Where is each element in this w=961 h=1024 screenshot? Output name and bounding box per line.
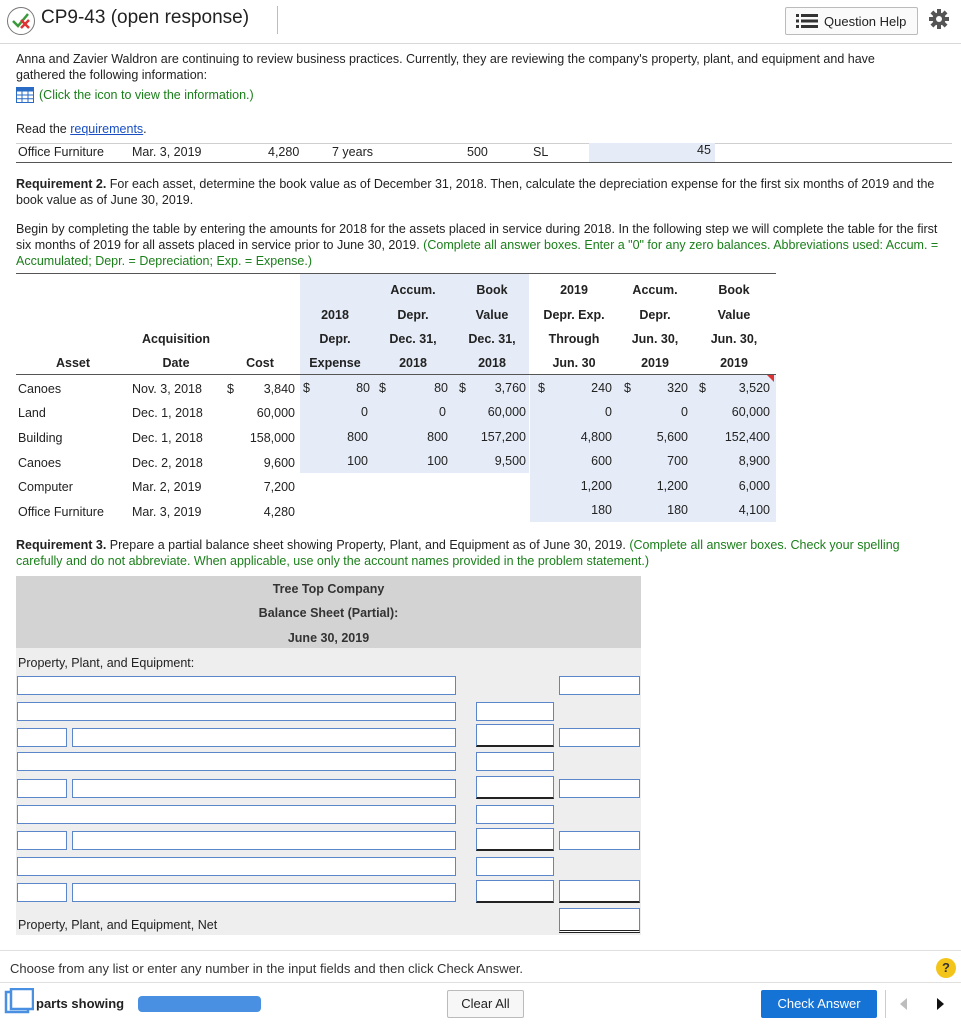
hdr-ad19-4: 2019 (641, 356, 669, 370)
bs-subamount-input[interactable] (476, 880, 554, 903)
footer-divider (0, 950, 961, 951)
row1-de19: 0 (605, 405, 612, 419)
hdr-ad18-2: Depr. (397, 308, 429, 322)
hdr-asset: Asset (55, 356, 91, 370)
parts-showing-label: parts showing (36, 996, 125, 1011)
hdr-cost: Cost (246, 356, 274, 370)
row0-ad18: 80 (434, 381, 448, 395)
bs-company: Tree Top Company (272, 582, 385, 596)
list-icon (796, 14, 818, 28)
row3-date: Dec. 2, 2018 (132, 456, 203, 470)
hdr-bv19-3: Jun. 30, (710, 332, 758, 346)
bs-net-label: Property, Plant, and Equipment, Net (18, 918, 218, 932)
table-icon[interactable] (16, 87, 34, 103)
row2-date: Dec. 1, 2018 (132, 431, 203, 445)
row0-exp18: 80 (356, 381, 370, 395)
hdr-ad18-3: Dec. 31, (389, 332, 437, 346)
strip-method: SL (533, 145, 549, 159)
row0-ad19: 320 (667, 381, 688, 395)
row3-bv19: 8,900 (738, 454, 770, 468)
bs-account-input[interactable] (72, 883, 456, 902)
row2-asset: Building (18, 431, 63, 445)
hdr-ad18-1: Accum. (390, 283, 436, 297)
bs-account-input[interactable] (72, 728, 456, 747)
bs-account-input[interactable] (17, 702, 456, 721)
parts-progress-bar (138, 996, 261, 1012)
row0-ad18-dollar: $ (379, 381, 386, 395)
row5-date: Mar. 3, 2019 (132, 505, 202, 519)
bs-less-input[interactable] (17, 883, 67, 902)
hdr-bv19-2: Value (717, 308, 751, 322)
help-icon[interactable]: ? (936, 958, 956, 978)
bs-title: Balance Sheet (Partial): (258, 606, 399, 620)
strip-residual: 500 (467, 145, 488, 159)
row0-cost: 3,840 (263, 382, 295, 396)
row0-exp18-dollar: $ (303, 381, 310, 395)
hdr-ad19-2: Depr. (639, 308, 671, 322)
row5-asset: Office Furniture (18, 505, 104, 519)
bs-less-input[interactable] (17, 779, 67, 798)
hdr-bv19-4: 2019 (720, 356, 748, 370)
bs-subamount-input[interactable] (476, 805, 554, 824)
row0-bv19: 3,520 (738, 381, 770, 395)
info-link[interactable]: (Click the icon to view the information.) (39, 88, 254, 102)
bs-amount-input[interactable] (559, 676, 640, 695)
check-answer-button[interactable]: Check Answer (761, 990, 877, 1018)
hdr-de19-1: 2019 (560, 283, 588, 297)
bs-less-input[interactable] (17, 831, 67, 850)
row1-ad18: 0 (439, 405, 446, 419)
row1-bv18: 60,000 (487, 405, 526, 419)
info-link-row[interactable] (16, 87, 254, 103)
requirement-2-label: Requirement 2. (16, 177, 107, 191)
hdr-bv18-4: 2018 (478, 356, 506, 370)
row4-date: Mar. 2, 2019 (132, 480, 202, 494)
row1-exp18: 0 (361, 405, 368, 419)
row2-exp18: 800 (347, 430, 368, 444)
hdr-bv18-1: Book (476, 283, 508, 297)
hdr-exp-3: Expense (309, 356, 361, 370)
strip-cost: 4,280 (268, 145, 300, 159)
bs-account-input[interactable] (17, 857, 456, 876)
page-title: CP9-43 (open response) (41, 7, 250, 28)
hdr-bv18-2: Value (475, 308, 509, 322)
hdr-exp-1: 2018 (321, 308, 349, 322)
row0-bv19-dollar: $ (699, 381, 706, 395)
requirement-2-text: For each asset, determine the book value as of December 31, 2018. Then, calculate the depreciation expense for the first six months of 2019 and the book value as of June 30, 2019. (16, 177, 935, 207)
row2-bv19: 152,400 (724, 430, 770, 444)
row5-de19: 180 (591, 503, 612, 517)
row5-cost: 4,280 (263, 505, 295, 519)
row4-bv19: 6,000 (738, 479, 770, 493)
row2-ad18: 800 (427, 430, 448, 444)
bs-amount-input[interactable] (559, 779, 640, 798)
requirement-3-note: (Complete all answer boxes. Check your spelling carefully and do not abbreviate. When applicable, use only the account names provided in the problem statement.) (16, 538, 900, 568)
row0-bv18: 3,760 (494, 381, 526, 395)
row0-asset: Canoes (18, 382, 62, 396)
row4-de19: 1,200 (580, 479, 612, 493)
row1-cost: 60,000 (256, 406, 295, 420)
row1-ad19: 0 (681, 405, 688, 419)
hdr-acq-2: Date (162, 356, 190, 370)
next-part-button[interactable] (928, 993, 952, 1015)
parts-icon (4, 988, 34, 1016)
hdr-bv18-3: Dec. 31, (468, 332, 516, 346)
row0-date: Nov. 3, 2018 (132, 382, 202, 396)
bs-amount-input[interactable] (559, 880, 640, 903)
row0-bv18-dollar: $ (459, 381, 466, 395)
row5-ad19: 180 (667, 503, 688, 517)
row2-cost: 158,000 (249, 431, 295, 445)
hdr-de19-4: Jun. 30 (552, 356, 596, 370)
read-requirements (16, 121, 147, 137)
row0-de19-dollar: $ (538, 381, 545, 395)
bs-amount-input[interactable] (559, 831, 640, 850)
bs-account-input[interactable] (17, 676, 456, 695)
requirement-3-text: Prepare a partial balance sheet showing Property, Plant, and Equipment as of June 30, 2019. (106, 538, 630, 552)
strip-asset: Office Furniture (18, 145, 104, 159)
question-help-label: Question Help (824, 13, 907, 29)
bs-subamount-input[interactable] (476, 702, 554, 721)
question-help-button[interactable] (785, 7, 918, 35)
row1-bv19: 60,000 (731, 405, 770, 419)
row1-date: Dec. 1, 2018 (132, 406, 203, 420)
bs-less-input[interactable] (17, 728, 67, 747)
row0-cost-dollar: $ (227, 382, 234, 396)
row3-de19: 600 (591, 454, 612, 468)
bs-account-input[interactable] (72, 831, 456, 850)
bs-account-input[interactable] (17, 805, 456, 824)
requirement-3-label: Requirement 3. (16, 538, 107, 552)
row3-exp18: 100 (347, 454, 368, 468)
hdr-bv19-1: Book (718, 283, 750, 297)
strip-date: Mar. 3, 2019 (132, 145, 202, 159)
row4-asset: Computer (18, 480, 73, 494)
row0-de19: 240 (591, 381, 612, 395)
requirements-link[interactable]: requirements (70, 122, 144, 136)
intro-text: Anna and Zavier Waldron are continuing to review business practices. Currently, they are reviewing the company's property, plant, and equipment and have gathered the following information: (16, 52, 875, 82)
chevron-right-icon (928, 993, 952, 1015)
row4-cost: 7,200 (263, 480, 295, 494)
requirement-2 (16, 176, 941, 208)
partial-credit-icon (7, 7, 35, 35)
row3-bv18: 9,500 (494, 454, 526, 468)
bs-subamount-input[interactable] (476, 752, 554, 771)
strip-life: 7 years (332, 145, 373, 159)
hdr-ad19-3: Jun. 30, (631, 332, 679, 346)
bs-account-input[interactable] (72, 779, 456, 798)
row2-bv18: 157,200 (480, 430, 526, 444)
bs-subamount-input[interactable] (476, 828, 554, 851)
begin-text: Begin by completing the table by entering the amounts for 2018 for the assets placed in service during 2018. In the following step we will complete the table for the first six months of 2019 for all assets placed in service prior to June 30, 2019. (16, 222, 938, 252)
row3-asset: Canoes (18, 456, 62, 470)
bs-subamount-input[interactable] (476, 724, 554, 747)
table-header-rule (16, 374, 776, 375)
strip-value: 45 (697, 143, 711, 157)
bs-ppe-label: Property, Plant, and Equipment: (18, 656, 195, 670)
bs-amount-input[interactable] (559, 728, 640, 747)
footer-instruction: Choose from any list or enter any number in the input fields and then click Check Answer. (10, 961, 524, 976)
body-shade-2019 (530, 375, 776, 522)
row3-cost: 9,600 (263, 456, 295, 470)
requirement-3 (16, 537, 941, 569)
row3-ad19: 700 (667, 454, 688, 468)
row1-asset: Land (18, 406, 46, 420)
clear-all-button[interactable]: Clear All (447, 990, 524, 1018)
hdr-ad19-1: Accum. (632, 283, 678, 297)
bs-account-input[interactable] (17, 752, 456, 771)
previous-part-button[interactable] (892, 993, 916, 1015)
hdr-acq-1: Acquisition (141, 332, 211, 346)
bs-subamount-input[interactable] (476, 857, 554, 876)
title-divider (277, 6, 278, 34)
row0-ad19-dollar: $ (624, 381, 631, 395)
row5-bv19: 4,100 (738, 503, 770, 517)
row2-ad19: 5,600 (656, 430, 688, 444)
row3-ad18: 100 (427, 454, 448, 468)
gear-icon[interactable] (928, 8, 950, 30)
hdr-ad18-4: 2018 (399, 356, 427, 370)
row2-de19: 4,800 (580, 430, 612, 444)
row4-ad19: 1,200 (656, 479, 688, 493)
read-prefix: Read the (16, 122, 67, 136)
bs-subamount-input[interactable] (476, 776, 554, 799)
read-suffix: . (143, 122, 147, 136)
bs-date: June 30, 2019 (287, 631, 370, 645)
bs-net-input[interactable] (559, 908, 640, 933)
hdr-de19-3: Through (548, 332, 600, 346)
hdr-exp-2: Depr. (319, 332, 351, 346)
hdr-de19-2: Depr. Exp. (543, 308, 605, 322)
begin-instructions (16, 221, 941, 269)
begin-note: (Complete all answer boxes. Enter a "0" for any zero balances. Abbreviations used: Accum. = Accumulated; Depr. = Depreciation; Exp. = Expense.) (16, 238, 939, 268)
nav-divider (885, 990, 886, 1018)
chevron-left-icon (892, 993, 916, 1015)
table-top-rule (16, 273, 776, 274)
